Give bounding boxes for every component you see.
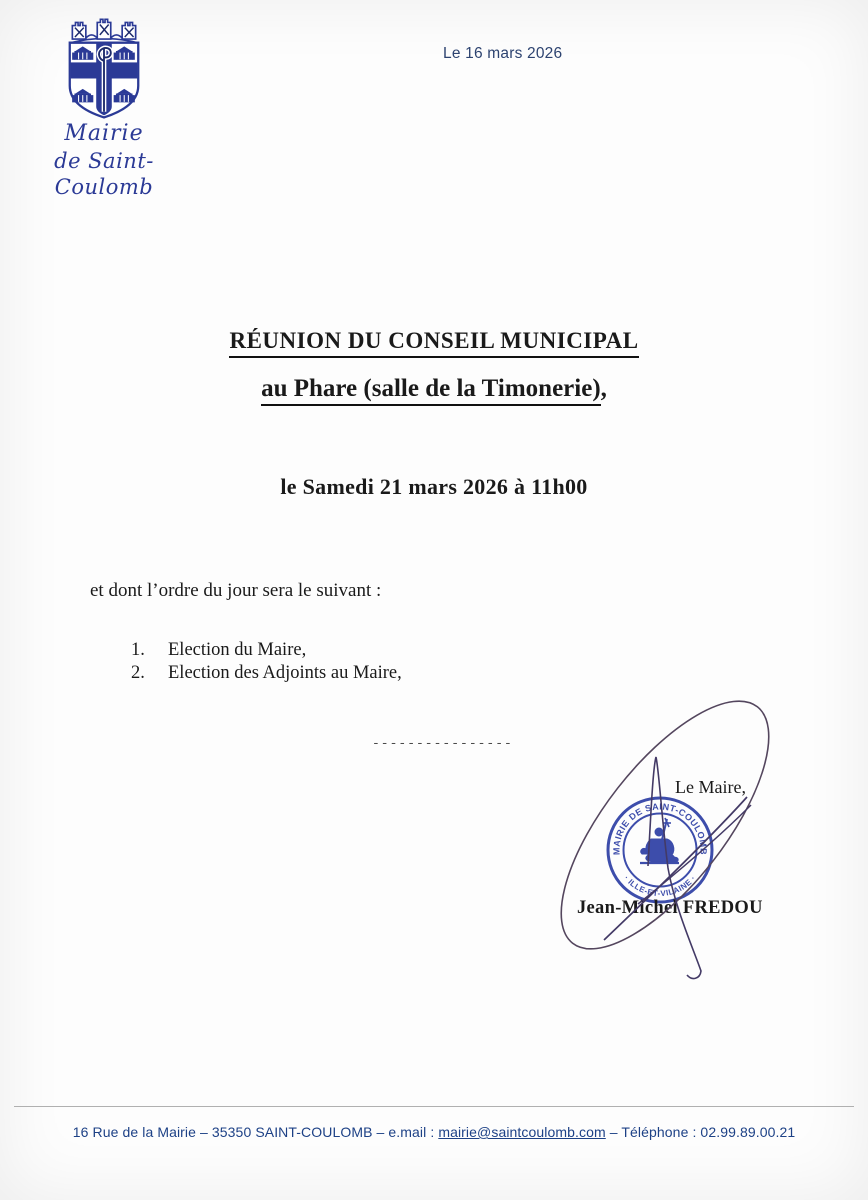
agenda-item-number: 2. (131, 663, 145, 683)
agenda-item (131, 662, 402, 685)
org-name-line2: de Saint-Coulomb (54, 148, 154, 199)
stamp-emblem-icon (640, 818, 679, 863)
organization-name (14, 120, 194, 200)
stamp-top-text: MAIRIE DE SAINT-COULOMB (611, 801, 709, 856)
subtitle-comma: , (600, 375, 607, 402)
stamp-bottom-text: · ILLE-ET-VILAINE · (622, 873, 698, 899)
dashed-separator: ---------------- (372, 736, 513, 751)
document-subtitle: au Phare (salle de la Timonerie), (104, 375, 764, 406)
letterhead (14, 10, 194, 200)
meeting-datetime: le Samedi 21 mars 2026 à 11h00 (280, 474, 588, 499)
footer-phone: – Téléphone : 02.99.89.00.21 (605, 1124, 796, 1140)
agenda-item-label: Election des Adjoints au Maire, (168, 663, 402, 683)
org-name-line1: Mairie (64, 121, 144, 146)
agenda-item (131, 639, 402, 662)
agenda-intro: et dont l’ordre du jour sera le suivant : (90, 580, 382, 601)
footer (0, 1124, 868, 1140)
footer-address: 16 Rue de la Mairie – 35350 SAINT-COULOMB – e.mail : (72, 1124, 439, 1140)
agenda-list (131, 639, 402, 685)
letter-date: Le 16 mars 2026 (443, 45, 563, 62)
document-title: RÉUNION DU CONSEIL MUNICIPAL (229, 328, 638, 358)
municipal-stamp-icon (604, 794, 716, 906)
title-block (104, 328, 764, 406)
agenda-item-number: 1. (131, 640, 145, 660)
footer-email-link[interactable]: mairie@saintcoulomb.com (438, 1124, 606, 1140)
signatory-role: Le Maire, (675, 777, 746, 797)
footer-divider (14, 1106, 854, 1107)
signatory-name: Jean-Michel FREDOU (577, 898, 763, 918)
town-crest-icon (57, 10, 151, 120)
agenda-item-label: Election du Maire, (168, 640, 307, 660)
